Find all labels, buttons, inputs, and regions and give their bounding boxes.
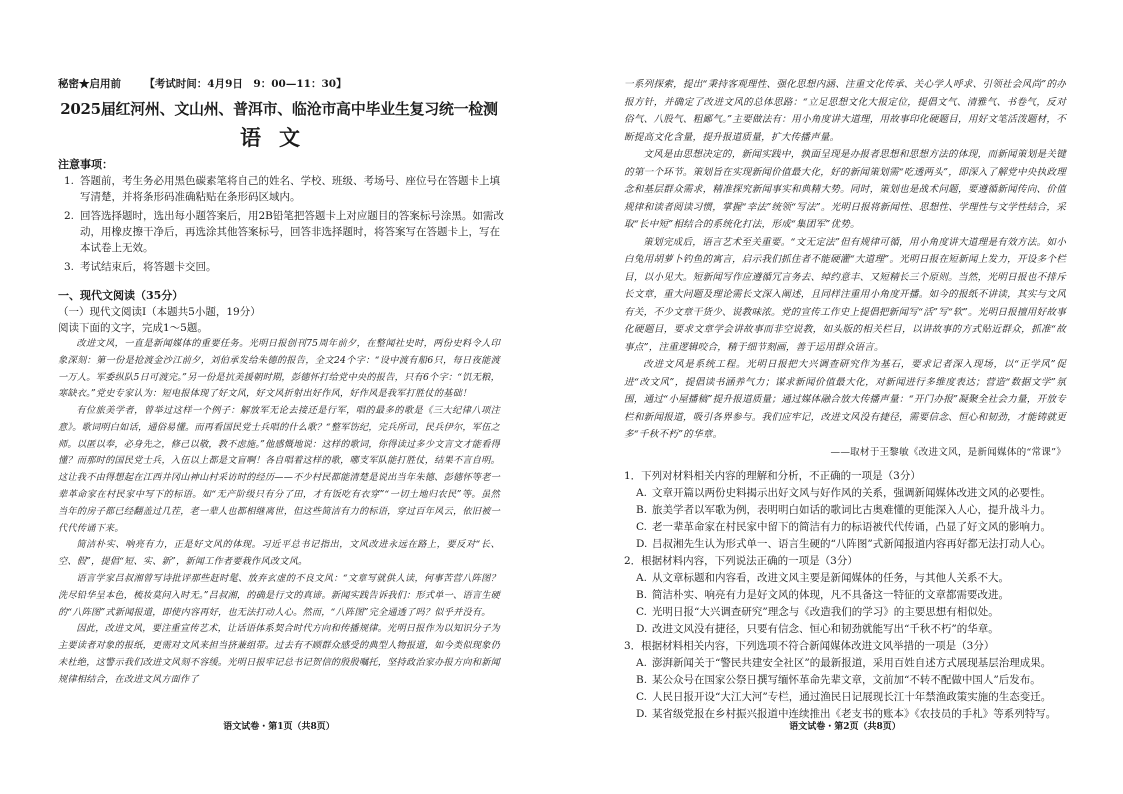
option-b: B. 某公众号在国家公祭日撰写缅怀革命先辈文章，文前加“不转不配做中国人”后发布。 — [636, 674, 1041, 686]
option-a: A. 澎湃新闻关于“警民共建安全社区”的最新报道，采用百姓自述方式展现基层治理成果。 — [636, 657, 1052, 669]
notice-text: 回答选择题时，选出每小题答案后，用2B铅笔把答题卡上对应题目的答案标号涂黑。如需改动，用橡皮擦干净后，再选涂其他答案标号，回答非选择题时，将答案写在答题卡上，写在本试卷上无效。 — [80, 210, 504, 254]
question-3 — [624, 638, 1074, 723]
passage-paragraph: 有位旅美学者，曾举过这样一个例子：解放军无论去接还是行军，唱的最多的歌是《三大纪律八项注意》。歌词明白如话，通俗易懂。而再看国民党士兵唱的什么歌？“整军饬纪，完兵所司，民兵伊尔，军伍之师。以匿以奉，必身先之，修己以敬，教不虑施。”他感慨地说：这样的歌词，你得读过多少文言文才能看得懂？而那时的国民党士兵，入伍以上都是文盲啊！各自唱着这样的歌，哪支军队能打胜仗，结果不言自明。这让我不由得想起在江西井冈山神山村采访时的经历——不少村民都能清楚是说出当年朱德、彭德怀等老一辈革命家在村民家中写下的标语。如“无产阶级只有分了田，才有饭吃有衣穿”“一切土地归农民”等。虽然当年的房子都已经翻盖过几茬，老一辈人也都相继离世，但这些简洁有力的标语，穿过百年风云，依旧被一代代传诵下来。 — [58, 405, 500, 534]
passage-paragraph: 文风是由思想决定的，新闻实践中，孰面呈现是办报者思想和思想方法的体现，而新闻策划是关键的第一个环节。策划旨在实现新闻价值最大化，好的新闻策划需“吃透两头”，即深入了解党中央执政理念和基层群众需求，精准探究新闻事实和典精大势。同时，策划也是战术问题，要遵循新闻传向、价值规律和读者阅读习惯，掌握“幸法”统领“写法”。光明日报将新闻性、思想性、学理性与文学性结合，采取“长中短”相结合的系统化打法，形成“集团军”优势。 — [624, 149, 1066, 230]
passage-paragraph: 改进文风，一直是新闻媒体的重要任务。光明日报创刊75周年前夕，在整闻社史时，两份史料令人印象深刻：第一份是抢渡金沙江前夕，刘伯承发给朱德的报告，全文24个字：“设中渡有船6只，每日夜能渡一万人。军委纵队5日可渡完。”另一份是抗美援朝时期，彭德怀打给党中央的报告，只有6个字：“饥无粮，寒缺衣。”党史专家认为：短电报体现了好文风，好文风折射出好作风，好作风是我军打胜仗的基础！ — [58, 338, 500, 400]
passage-source: ——取材于王黎敏《改进文风，是新闻媒体的“常课”》 — [830, 446, 1066, 458]
exam-title: 2025届红河州、文山州、普洱市、临沧市高中毕业生复习统一检测 — [60, 100, 498, 118]
reading-passage-continued — [624, 76, 1066, 461]
question-stem: 1．下列对材料相关内容的理解和分析，不正确的一项是（3分） — [624, 470, 921, 482]
option-d: D. 某省级党报在乡村振兴报道中连续推出《老支书的账本》《农技员的手札》等系列特写。 — [636, 708, 1057, 720]
question-stem: 2．根据材料内容，下列说法正确的一项是（3分） — [624, 555, 858, 567]
question-2 — [624, 553, 1074, 638]
notice-text: 答题前，考生务必用黑色碳素笔将自己的姓名、学校、班级、考场号、座位号在答题卡上填写清楚，并将条形码准确粘贴在条形码区域内。 — [80, 175, 500, 203]
section-heading: 一、现代文阅读（35分） — [58, 289, 184, 302]
subsection-heading: （一）现代文阅读Ⅰ（本题共5小题，19分） — [58, 306, 261, 318]
option-c: C. 人民日报开设“大江大河”专栏，通过渔民日记展现长江十年禁渔政策实施的生态变迁。 — [636, 691, 1052, 703]
passage-paragraph: 改进文风是系统工程。光明日报把大兴调查研究作为基石，要求记者深入现场，以“正学风”促进“改文风”，提倡读书涵养气力；谋求新闻价值最大化，对新闻进行多维度表达；营造“数据文学”氛围，通过“小屋播稿”提升报道质量；通过媒体融合放大传播声量：“开门办报”凝聚全社会力量，开放专栏和新闻报道，吸引各界参与。我们应牢记，改进文风没有捷径，需要信念、恒心和韧劲，才能铸就更多“千秋不朽”的华章。 — [624, 359, 1066, 440]
option-c: C. 老一辈革命家在村民家中留下的简洁有力的标语被代代传诵，凸显了好文风的影响力。 — [636, 521, 1051, 533]
page-footer: 语文试卷・第2页（共8页） — [789, 722, 901, 732]
header-line — [58, 76, 347, 91]
option-a: A. 从文章标题和内容看，改进文风主要是新闻媒体的任务，与其他人关系不大。 — [636, 572, 1009, 584]
question-1 — [624, 468, 1074, 553]
exam-time: 【考试时间：4月9日 9：00—11：30】 — [144, 78, 347, 90]
confidential-label: 秘密★启用前 — [58, 78, 121, 90]
subject-title: 语文 — [240, 125, 318, 150]
reading-passage — [58, 336, 500, 688]
passage-paragraph: 语言学家吕叔湘曾写诗批评那些赶时髦、放弃玄虚的不良文风：“文章写就供人读，何事苦营八阵图？洗尽铅华呈本色，梳妆莫问入时无。”吕叔湘，的确是行文的真谛。新闻实践告诉我们：形式单一、语言生硬的“八阵图”式新闻报道，即使内容再好，也无法打动人心。然而，“八阵图”完全通透了吗？似乎并没有。 — [58, 572, 500, 618]
passage-paragraph: 因此，改进文风，要注重宣传艺术，让话语体系契合时代方向和传播规律。光明日报作为以知识分子为主要读者对象的报纸，更需对文风来担当挤兼组带。过去有不顾群众感受的典型人物报道，如今类似现象仍未杜绝，这警示我们改进文风刻不容缓。光明日报牢记总书记贺信的殷殷嘱托，坚持政治家办报方向和新闻规律相结合，在改进文风方面作了 — [58, 623, 500, 685]
notice-item: 1. 答题前，考生务必用黑色碳素笔将自己的姓名、学校、班级、考场号、座位号在答题卡上填写清楚，并将条形码准确粘贴在条形码区域内。 — [64, 175, 500, 203]
reading-instruction: 阅读下面的文字，完成1～5题。 — [58, 322, 208, 334]
option-d: D. 吕叔湘先生认为形式单一、语言生硬的“八阵图”式新闻报道内容再好都无法打动人心。 — [636, 538, 1052, 550]
notice-text: 考试结束后，将答题卡交回。 — [80, 261, 217, 273]
option-c: C. 光明日报“大兴调查研究”理念与《改造我们的学习》的主要思想有相似处。 — [636, 606, 999, 618]
option-b: B. 简洁朴实、响亮有力是好文风的体现，凡不具备这一特征的文章都需要改进。 — [636, 589, 1009, 601]
option-a: A. 文章开篇以两份史料揭示出好文风与好作风的关系，强调新闻媒体改进文风的必要性。 — [636, 487, 1051, 499]
option-b: B. 旅美学者以军歌为例，表明明白如话的歌词比古奥难懂的更能深入人心，提升战斗力。 — [636, 504, 1051, 516]
notice-item: 2. 回答选择题时，选出每小题答案后，用2B铅笔把答题卡上对应题目的答案标号涂黑。如需改动，用橡皮擦干净后，再选涂其他答案标号，回答非选择题时，将答案写在答题卡上，写在本试卷上无效。 — [64, 210, 504, 254]
passage-paragraph: 简洁朴实、响亮有力，正是好文风的体现。习近平总书记指出，文风改进永远在路上，要反对“长、空、假”，提倡“短、实、新”，新闻工作者要栽作风改文风。 — [58, 539, 500, 568]
passage-paragraph: 策划完成后，语言艺术至关重要。“文无定法”但有规律可循，用小角度讲大道理是有效方法。如小白兔用胡萝卜钓鱼的寓言，启示我们抓住者不能硬灌“大道理”。光明日报在短新闻上发力，开设多个栏目，以小见大。短新闻写作应遵循冗言务去、绰约意丰、又短精长三个原则。当然，光明日报也不排斥长文章，重大问题及理论需长文深入阐述，且同样注重用小角度开播。如今的报纸不讲读，其实与文风有关，不少文章干货少、说教味浓。党的宣传工作史上提倡把新闻写“活”写“软”。光明日报擅用好故事化硬题目，要求文章学会讲故事而非空说教，如头版的相关栏目，以讲故事的方式贴近群众，抓准“故事点”，注重逻辑咬合，精于细节刻画，善于运用群众语言。 — [624, 236, 1066, 353]
notice-item: 3. 考试结束后，将答题卡交回。 — [64, 261, 217, 273]
notice-heading: 注意事项： — [58, 158, 113, 171]
page-footer: 语文试卷・第1页（共8页） — [223, 722, 335, 732]
option-d: D. 改进文风没有捷径，只要有信念、恒心和韧劲就能写出“千秋不朽”的华章。 — [636, 623, 999, 635]
question-stem: 3．根据材料相关内容，下列选项不符合新闻媒体改进文风举措的一项是（3分） — [624, 640, 995, 652]
passage-paragraph: 一系列探索，提出“秉持客观理性、强化思想内涵、注重文化传承、关心学人呼求、引领社会风尚”的办报方针，并确定了改进文风的总体思路：“立足思想文化大报定位，提倡文气、清雅气、书卷气，反对俗气、八股气、粗鄙气。”主要做法有：用小角度讲大道理，用故事印化硬题目，用好文笔活泼题材，不断提高文化含量，提升报道质量，扩大传播声量。 — [624, 79, 1066, 143]
